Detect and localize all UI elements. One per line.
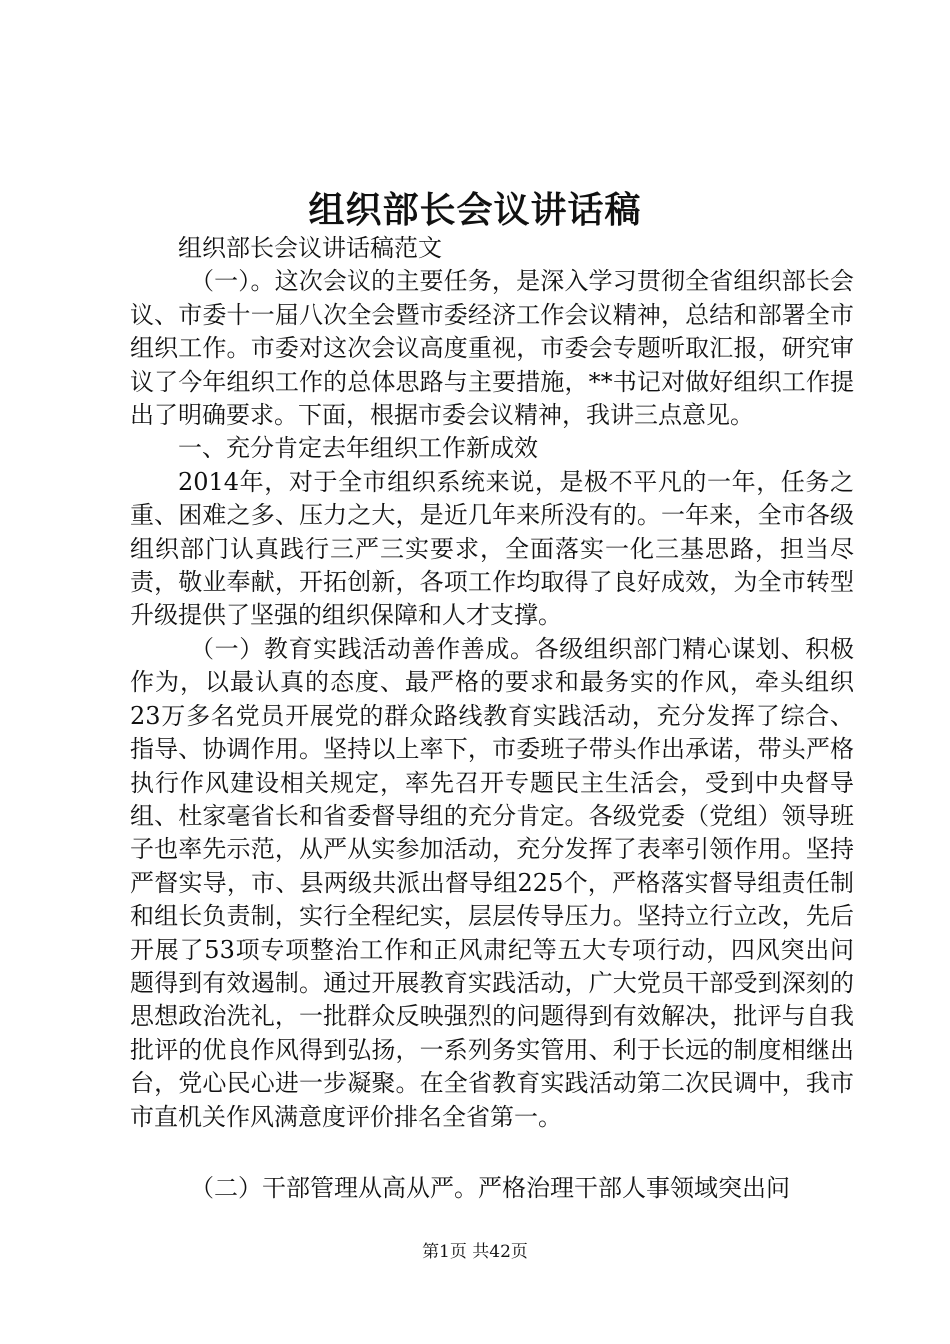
document-body	[130, 232, 854, 1205]
subtitle-paragraph: 组织部长会议讲话稿范文	[178, 234, 442, 262]
body-paragraph: 2014年，对于全市组织系统来说，是极不平凡的一年，任务之重、困难之多、压力之大，是近几年来所没有的。一年来，全市各级组织部门认真践行三严三实要求，全面落实一化三基思路，担当尽责，敬业奉献，开拓创新，各项工作均取得了良好成效，为全市转型升级提供了坚强的组织保障和人才支撑。	[130, 467, 854, 630]
body-paragraph: （一）教育实践活动善作善成。各级组织部门精心谋划、积极作为，以最认真的态度、最严格的要求和最务实的作风，牵头组织23万多名党员开展党的群众路线教育实践活动，充分发挥了综合、指导、协调作用。坚持以上率下，市委班子带头作出承诺，带头严格执行作风建设相关规定，率先召开专题民主生活会，受到中央督导组、杜家毫省长和省委督导组的充分肯定。各级党委（党组）领导班子也率先示范，从严从实参加活动，充分发挥了表率引领作用。坚持严督实导，市、县两级共派出督导组225个，严格落实督导组责任制和组长负责制，实行全程纪实，层层传导压力。坚持立行立改，先后开展了53项专项整治工作和正风肃纪等五大专项行动，四风突出问题得到有效遏制。通过开展教育实践活动，广大党员干部受到深刻的思想政治洗礼，一批群众反映强烈的问题得到有效解决，批评与自我批评的优良作风得到弘扬，一系列务实管用、利于长远的制度相继出台，党心民心进一步凝聚。在全省教育实践活动第二次民调中，我市市直机关作风满意度评价排名全省第一。	[130, 634, 854, 1131]
document-title: 组织部长会议讲话稿	[308, 189, 642, 231]
section-heading: 一、充分肯定去年组织工作新成效	[178, 434, 538, 463]
body-paragraph: （二）干部管理从高从严。严格治理干部人事领域突出问	[190, 1173, 790, 1202]
page-number-footer: 第1页 共42页	[422, 1242, 528, 1262]
body-paragraph: （一）。这次会议的主要任务，是深入学习贯彻全省组织部长会议、市委十一届八次全会暨市委经济工作会议精神，总结和部署全市组织工作。市委对这次会议高度重视，市委会专题听取汇报，研究审议了今年组织工作的总体思路与主要措施，**书记对做好组织工作提出了明确要求。下面，根据市委会议精神，我讲三点意见。	[130, 267, 854, 430]
